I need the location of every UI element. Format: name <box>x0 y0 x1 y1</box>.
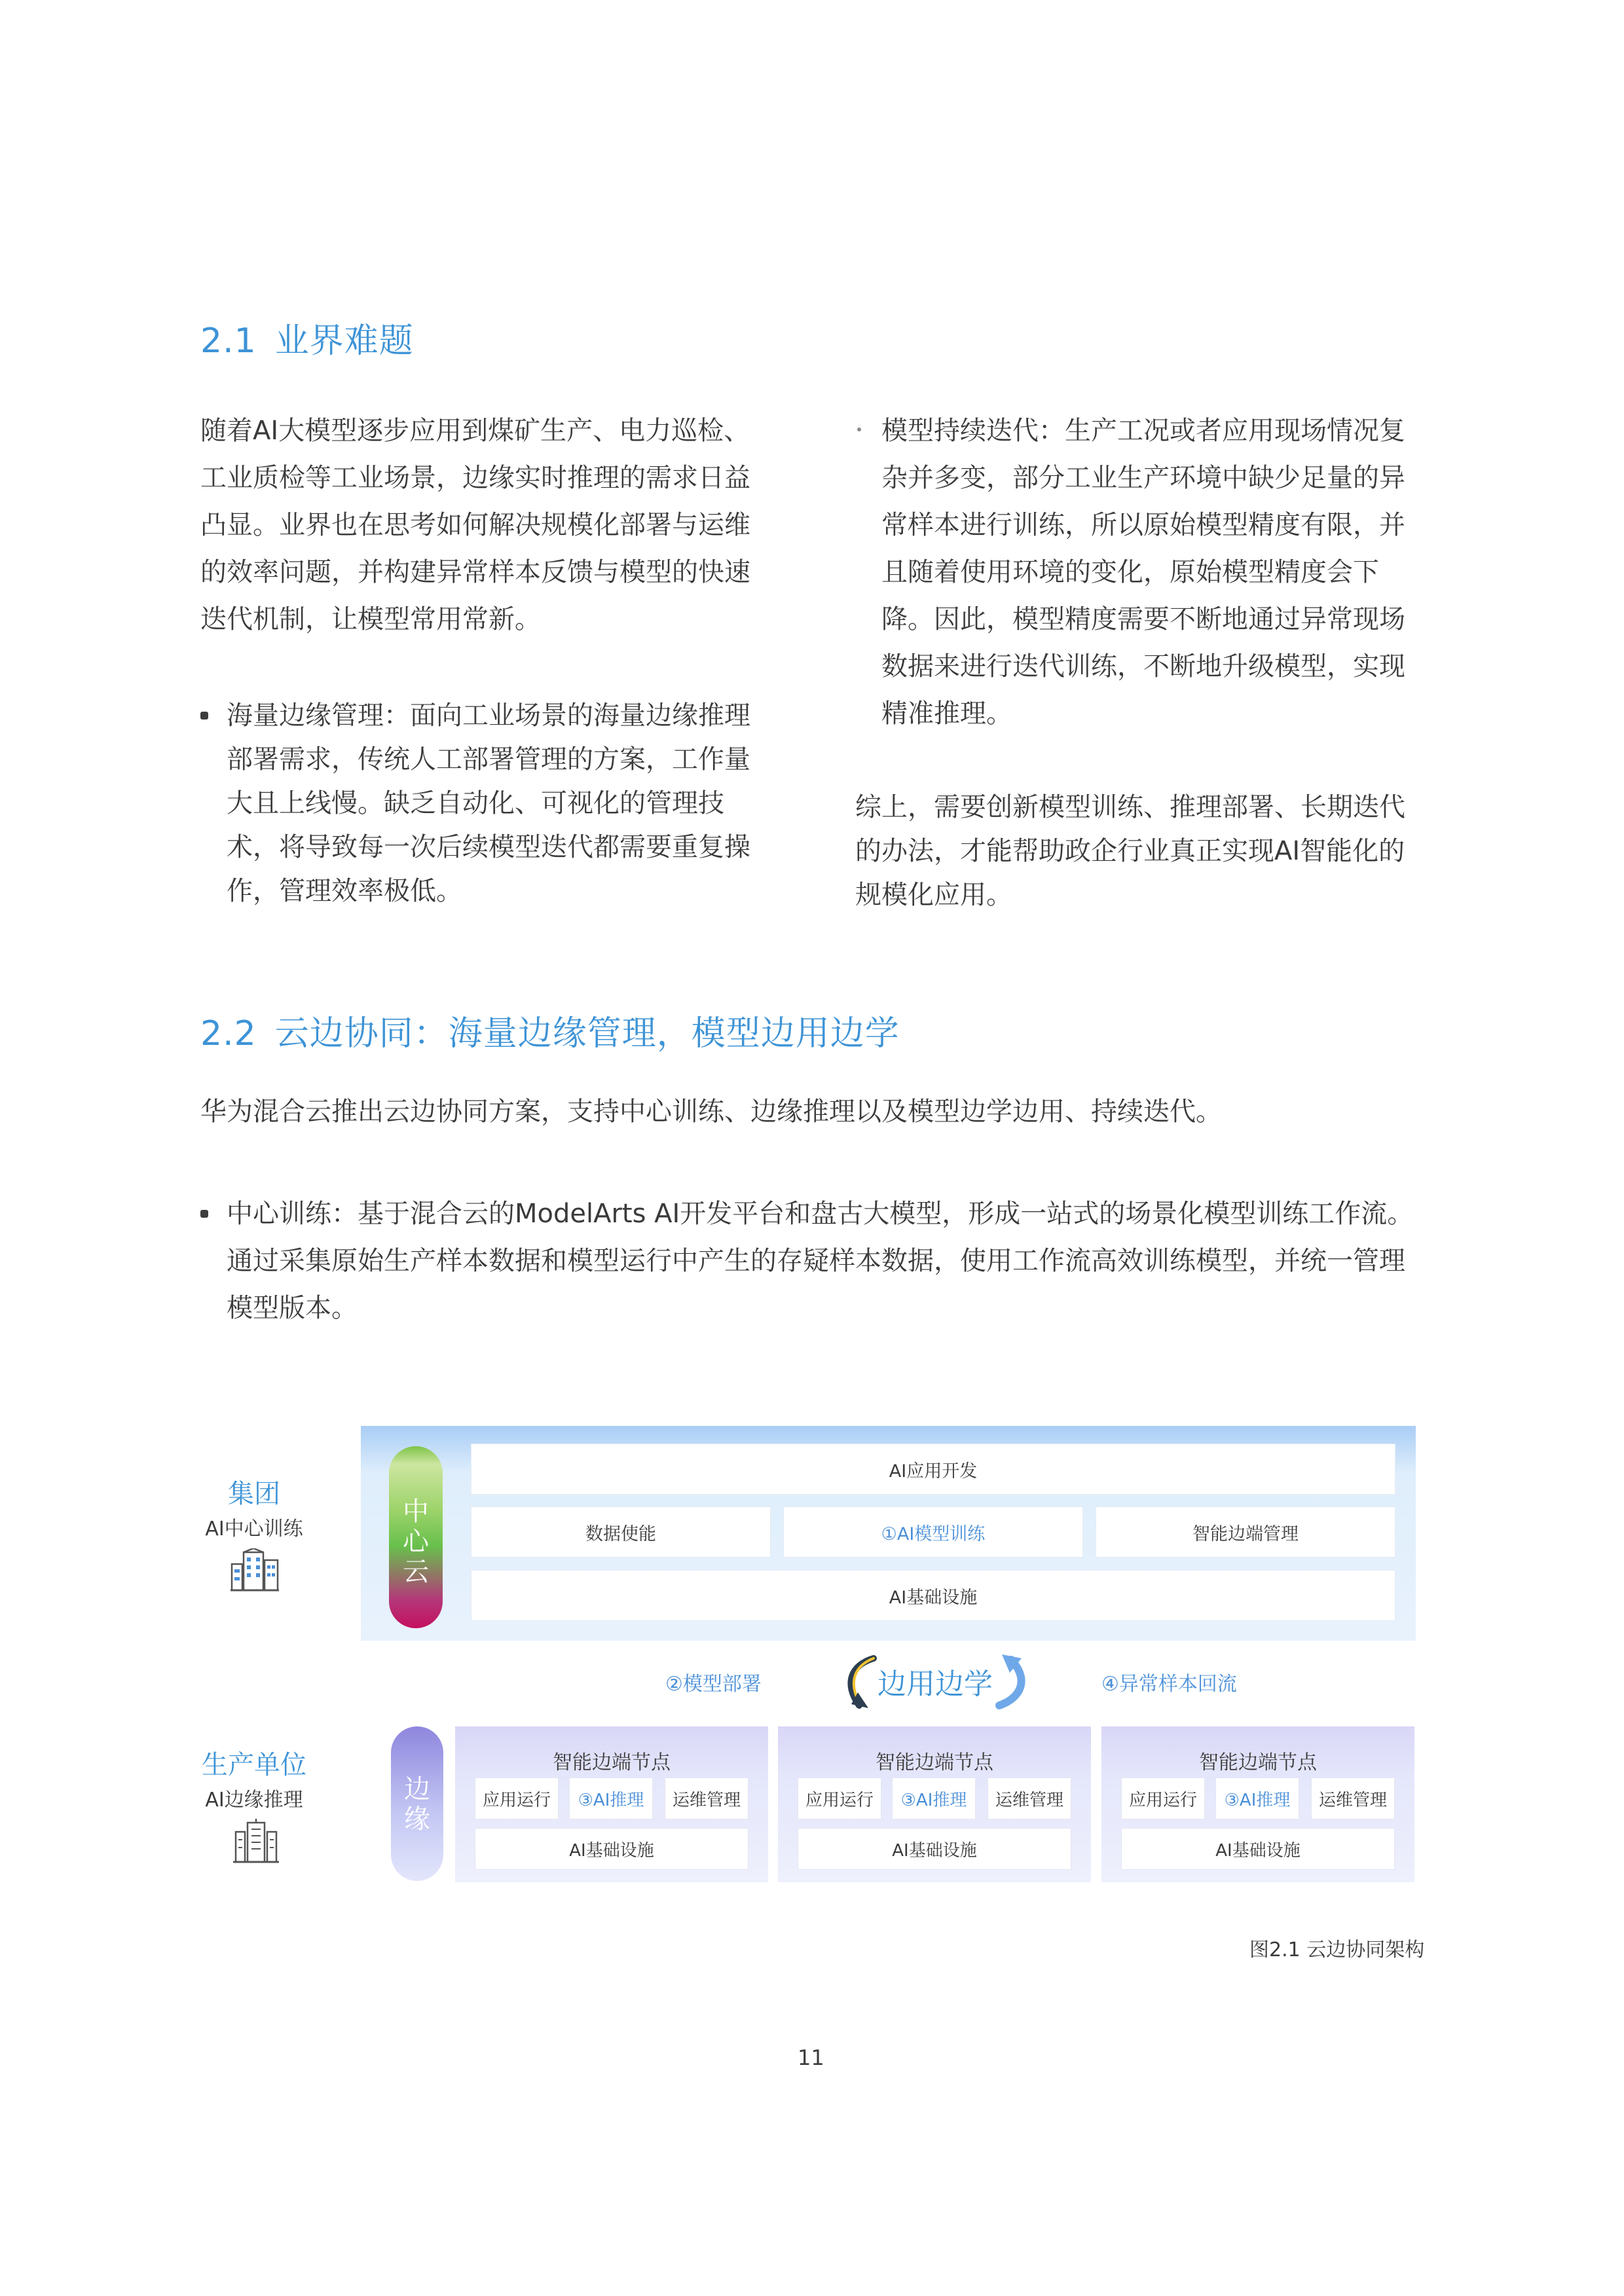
edge-node-title: 智能边端节点 <box>1199 1751 1317 1774</box>
sample-backflow-label: ④异常样本回流 <box>1101 1673 1237 1696</box>
bullet-icon <box>200 1210 208 1218</box>
ai-inference-box: ③AI推理 <box>892 1777 976 1819</box>
left-curved-arrow-icon <box>837 1653 880 1711</box>
bullet-line: 降。因此，模型精度需要不断地通过异常现场 <box>881 604 1405 634</box>
bullet-line: 模型持续迭代：生产工况或者应用现场情况复 <box>881 416 1405 446</box>
factory-building-icon <box>233 1819 279 1863</box>
production-subtitle: AI边缘推理 <box>205 1789 303 1812</box>
bullet-line: 部署需求，传统人工部署管理的方案，工作量 <box>227 744 750 774</box>
ops-mgmt-box: 运维管理 <box>665 1777 748 1819</box>
bullet-line: 术，将导致每一次后续模型迭代都需要重复操 <box>227 832 750 862</box>
pill-char: 中 <box>403 1497 429 1527</box>
bullet-line: 模型版本。 <box>227 1293 358 1323</box>
intro-line: 随着AI大模型逐步应用到煤矿生产、电力巡检、 <box>200 416 750 446</box>
intro-line: 迭代机制，让模型常用常新。 <box>200 604 541 634</box>
bullet-massive-edge-mgmt <box>200 694 790 913</box>
summary-paragraph <box>855 786 1445 917</box>
bullet-line: 海量边缘管理：面向工业场景的海量边缘推理 <box>227 701 750 731</box>
summary-line: 综上，需要创新模型训练、推理部署、长期迭代 <box>855 792 1405 822</box>
ops-mgmt-box: 运维管理 <box>1311 1777 1395 1819</box>
bullet-model-iteration <box>855 407 1445 737</box>
group-title: 集团 <box>228 1479 280 1509</box>
group-subtitle: AI中心训练 <box>205 1518 303 1540</box>
headquarters-building-icon <box>231 1548 279 1592</box>
app-run-box: 应用运行 <box>798 1777 881 1819</box>
bullet-line: 且随着使用环境的变化，原始模型精度会下 <box>881 557 1379 587</box>
bullet-line: 通过采集原始生产样本数据和模型运行中产生的存疑样本数据，使用工作流高效训练模型，并统一管理 <box>227 1246 1405 1276</box>
edge-management-box: 智能边端管理 <box>1096 1506 1395 1558</box>
pill-char: 心 <box>403 1527 429 1557</box>
center-cloud-pill <box>389 1446 443 1628</box>
ai-model-training-box: ①AI模型训练 <box>783 1506 1083 1558</box>
app-run-box: 应用运行 <box>475 1777 559 1819</box>
section-number: 2.1 <box>200 321 257 361</box>
production-title: 生产单位 <box>202 1750 306 1780</box>
bullet-line: 精准推理。 <box>881 699 1012 729</box>
bullet-icon <box>200 712 208 720</box>
summary-line: 规模化应用。 <box>855 880 1012 910</box>
bullet-line: 大且上线慢。缺乏自动化、可视化的管理技 <box>227 788 724 818</box>
bullet-icon <box>857 428 861 431</box>
edge-ai-infra-box: AI基础设施 <box>475 1828 748 1870</box>
pill-char: 云 <box>403 1557 429 1587</box>
ai-app-dev-box: AI应用开发 <box>471 1444 1395 1495</box>
section-title: 业界难题 <box>274 321 414 361</box>
section-2-2-intro: 华为混合云推出云边协同方案，支持中心训练、边缘推理以及模型边学边用、持续迭代。 <box>200 1097 1222 1127</box>
bullet-line: 常样本进行训练，所以原始模型精度有限，并 <box>881 510 1405 540</box>
edge-learning-label: 边用边学 <box>877 1667 993 1701</box>
figure-caption: 图2.1 云边协同架构 <box>1249 1939 1425 1961</box>
app-run-box: 应用运行 <box>1121 1777 1205 1819</box>
edge-node-title: 智能边端节点 <box>876 1751 993 1774</box>
right-curved-arrow-icon <box>991 1653 1035 1711</box>
ai-inference-box: ③AI推理 <box>569 1777 653 1819</box>
section-title: 云边协同：海量边缘管理，模型边用边学 <box>274 1014 900 1053</box>
bullet-line: 杂并多变，部分工业生产环境中缺少足量的异 <box>881 463 1405 493</box>
edge-ai-infra-box: AI基础设施 <box>798 1828 1071 1870</box>
model-deploy-label: ②模型部署 <box>665 1673 762 1696</box>
data-enable-box: 数据使能 <box>471 1506 771 1558</box>
section-number: 2.2 <box>200 1014 257 1053</box>
bullet-line: 作，管理效率极低。 <box>227 876 462 906</box>
section-2-1-heading <box>200 313 414 362</box>
intro-line: 工业质检等工业场景，边缘实时推理的需求日益 <box>200 463 750 493</box>
edge-node-panel <box>455 1726 768 1882</box>
bullet-line: 数据来进行迭代训练，不断地升级模型，实现 <box>881 651 1405 682</box>
pill-char: 边 <box>404 1774 430 1804</box>
cloud-ai-infra-box: AI基础设施 <box>471 1570 1395 1621</box>
ops-mgmt-box: 运维管理 <box>987 1777 1071 1819</box>
ai-inference-box: ③AI推理 <box>1215 1777 1299 1819</box>
bullet-center-training <box>200 1190 1431 1332</box>
section-2-2-heading <box>200 1006 900 1055</box>
edge-ai-infra-box: AI基础设施 <box>1121 1828 1395 1870</box>
edge-pill <box>391 1726 443 1881</box>
summary-line: 的办法，才能帮助政企行业真正实现AI智能化的 <box>855 836 1405 866</box>
bullet-line: 中心训练：基于混合云的ModelArts AI开发平台和盘古大模型，形成一站式的场景化模型训练工作流。 <box>227 1199 1414 1229</box>
edge-node-panel <box>778 1726 1091 1882</box>
intro-paragraph <box>200 407 790 643</box>
pill-char: 缘 <box>404 1804 430 1834</box>
intro-line: 凸显。业界也在思考如何解决规模化部署与运维 <box>200 510 750 540</box>
edge-node-title: 智能边端节点 <box>553 1751 671 1774</box>
page-number: 11 <box>798 2045 824 2070</box>
edge-node-panel <box>1101 1726 1414 1882</box>
intro-line: 的效率问题，并构建异常样本反馈与模型的快速 <box>200 557 750 587</box>
